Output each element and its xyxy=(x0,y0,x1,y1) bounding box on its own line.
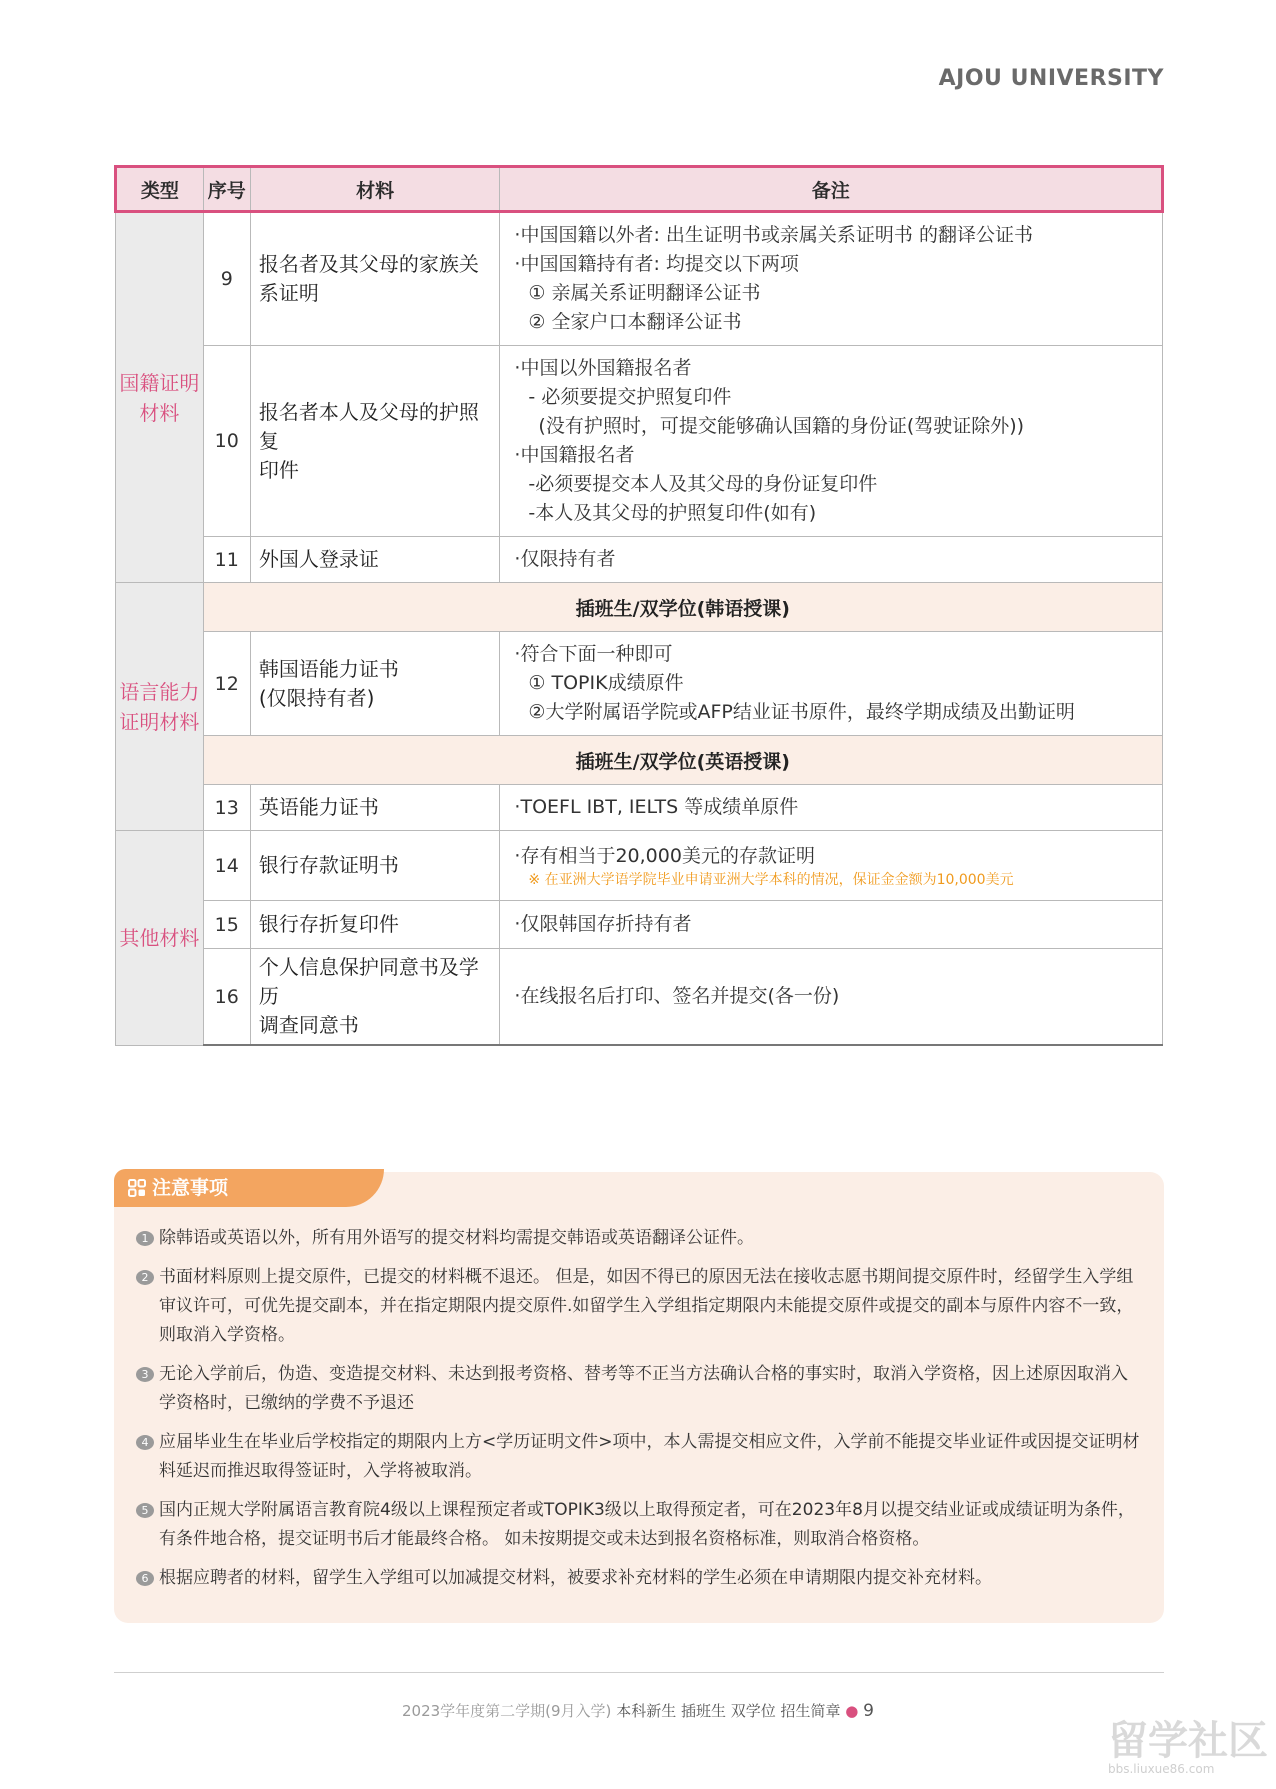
table-header xyxy=(116,167,1163,212)
item-number: 3 xyxy=(136,1367,154,1382)
notice-list xyxy=(136,1224,1142,1603)
list-item xyxy=(136,1496,1142,1554)
watermark-url: bbs.liuxue86.com xyxy=(1108,1762,1215,1776)
note-line: ② 全家户口本翻译公证书 xyxy=(528,311,742,333)
group-nationality xyxy=(116,212,204,583)
group-label: 语言能力 证明材料 xyxy=(119,679,200,734)
item-text: 应届毕业生在毕业后学校指定的期限内上方<学历证明文件>项中，本人需提交相应文件，入学前不能提交毕业证件或因提交证明材料延迟而推迟取得签证时，入学将被取消。 xyxy=(159,1432,1140,1481)
row-number: 14 xyxy=(203,831,250,901)
item-text: 国内正规大学附属语言教育院4级以上课程预定者或TOPIK3级以上取得预定者，可在2023年8月以提交结业证或成绩证明为条件，有条件地合格，提交证明书后才能最终合格。 如未按期提交或未达到报名资格标准，则取消合格资格。 xyxy=(159,1500,1135,1549)
brand-logo: AJOU UNIVERSITY xyxy=(938,66,1164,91)
group-label: 其他材料 xyxy=(119,925,200,950)
material-name: 个人信息保护同意书及学历 调查同意书 xyxy=(250,949,500,1046)
remarks xyxy=(500,346,1163,537)
subheader-row xyxy=(116,583,1163,632)
list-item xyxy=(136,1360,1142,1418)
list-item xyxy=(136,1263,1142,1350)
row-number: 9 xyxy=(203,212,250,346)
item-text: 根据应聘者的材料，留学生入学组可以加减提交材料，被要求补充材料的学生必须在申请期限内提交补充材料。 xyxy=(159,1568,992,1588)
note-line: ① TOPIK成绩原件 xyxy=(528,672,684,694)
note-line: - 必须要提交护照复印件 xyxy=(528,386,732,408)
material-name: 报名者本人及父母的护照复 印件 xyxy=(250,346,500,537)
note-line: ·仅限韩国存折持有者 xyxy=(514,913,692,935)
header-type: 类型 xyxy=(116,167,204,212)
watermark xyxy=(1108,1720,1268,1776)
remarks xyxy=(500,949,1163,1046)
note-line: (没有护照时，可提交能够确认国籍的身份证(驾驶证除外)) xyxy=(538,415,1025,437)
note-line: ·中国国籍以外者: 出生证明书或亲属关系证明书 的翻译公证书 xyxy=(514,224,1033,246)
remarks xyxy=(500,831,1163,901)
page-number: 9 xyxy=(863,1701,874,1721)
note-line: -必须要提交本人及其父母的身份证复印件 xyxy=(528,473,878,495)
material-name: 报名者及其父母的家族关 系证明 xyxy=(250,212,500,346)
item-number: 2 xyxy=(136,1270,154,1285)
group-label: 国籍证明 材料 xyxy=(119,370,200,425)
table-row xyxy=(116,537,1163,583)
note-line: ·TOEFL IBT, IELTS 等成绩单原件 xyxy=(514,796,799,818)
material-name: 银行存款证明书 xyxy=(250,831,500,901)
header-material: 材料 xyxy=(250,167,500,212)
note-line: ① 亲属关系证明翻译公证书 xyxy=(528,282,761,304)
page-footer xyxy=(0,1700,1276,1721)
item-text: 除韩语或英语以外，所有用外语写的提交材料均需提交韩语或英语翻译公证件。 xyxy=(159,1228,754,1248)
note-line: ②大学附属语学院或AFP结业证书原件，最终学期成绩及出勤证明 xyxy=(528,701,1075,723)
group-other xyxy=(116,831,204,1046)
table-row xyxy=(116,785,1163,831)
table-row xyxy=(116,632,1163,736)
remarks xyxy=(500,537,1163,583)
note-line: ·中国以外国籍报名者 xyxy=(514,357,692,379)
item-number: 1 xyxy=(136,1231,154,1246)
material-name: 外国人登录证 xyxy=(250,537,500,583)
list-item xyxy=(136,1428,1142,1486)
row-number: 12 xyxy=(203,632,250,736)
item-number: 6 xyxy=(136,1571,154,1586)
watermark-main: 留学社区 xyxy=(1108,1718,1268,1764)
remarks xyxy=(500,901,1163,949)
item-number: 5 xyxy=(136,1503,154,1518)
notice-box xyxy=(114,1172,1164,1623)
note-line: ·中国国籍持有者: 均提交以下两项 xyxy=(514,253,799,275)
subheader-korean: 插班生/双学位(韩语授课) xyxy=(203,583,1162,632)
table-row xyxy=(116,949,1163,1046)
subheader-english: 插班生/双学位(英语授课) xyxy=(203,736,1162,785)
list-item xyxy=(136,1224,1142,1253)
footer-dot: ● xyxy=(845,1702,859,1720)
remarks xyxy=(500,785,1163,831)
notice-title: 注意事项 xyxy=(152,1177,229,1199)
table-row xyxy=(116,212,1163,346)
item-text: 无论入学前后，伪造、变造提交材料、未达到报考资格、替考等不正当方法确认合格的事实时，取消入学资格，因上述原因取消入学资格时，已缴纳的学费不予退还 xyxy=(159,1364,1128,1413)
table-row xyxy=(116,901,1163,949)
footer-divider xyxy=(114,1672,1164,1673)
header-number: 序号 xyxy=(203,167,250,212)
note-line: ·符合下面一种即可 xyxy=(514,643,673,665)
note-line: ·中国籍报名者 xyxy=(514,444,635,466)
material-name: 韩国语能力证书 (仅限持有者) xyxy=(250,632,500,736)
row-number: 16 xyxy=(203,949,250,1046)
table-row xyxy=(116,346,1163,537)
remarks xyxy=(500,632,1163,736)
deposit-note: ※ 在亚洲大学语学院毕业申请亚洲大学本科的情况，保证金金额为10,000美元 xyxy=(528,872,1014,888)
note-line: ·在线报名后打印、签名并提交(各一份) xyxy=(514,985,840,1007)
header-remarks: 备注 xyxy=(500,167,1163,212)
grid-icon xyxy=(128,1179,146,1197)
note-line: ·仅限持有者 xyxy=(514,548,616,570)
row-number: 15 xyxy=(203,901,250,949)
item-text: 书面材料原则上提交原件，已提交的材料概不退还。 但是，如因不得已的原因无法在接收志愿书期间提交原件时，经留学生入学组审议许可，可优先提交副本，并在指定期限内提交原件.如留学生入学组指定期限内未能提交原件或提交的副本与原件内容不一致，则取消入学资格。 xyxy=(159,1267,1134,1345)
material-name: 银行存折复印件 xyxy=(250,901,500,949)
note-line: ·存有相当于20,000美元的存款证明 xyxy=(514,845,815,867)
row-number: 10 xyxy=(203,346,250,537)
table-row xyxy=(116,831,1163,901)
row-number: 13 xyxy=(203,785,250,831)
remarks xyxy=(500,212,1163,346)
list-item xyxy=(136,1564,1142,1593)
notice-tab xyxy=(114,1169,384,1207)
materials-table xyxy=(114,165,1164,1046)
group-language xyxy=(116,583,204,831)
subheader-row xyxy=(116,736,1163,785)
footer-title: 本科新生 插班生 双学位 招生简章 xyxy=(616,1702,841,1720)
note-line: -本人及其父母的护照复印件(如有) xyxy=(528,502,817,524)
item-number: 4 xyxy=(136,1435,154,1450)
row-number: 11 xyxy=(203,537,250,583)
footer-prefix: 2023学年度第二学期(9月入学) xyxy=(401,1702,612,1720)
material-name: 英语能力证书 xyxy=(250,785,500,831)
